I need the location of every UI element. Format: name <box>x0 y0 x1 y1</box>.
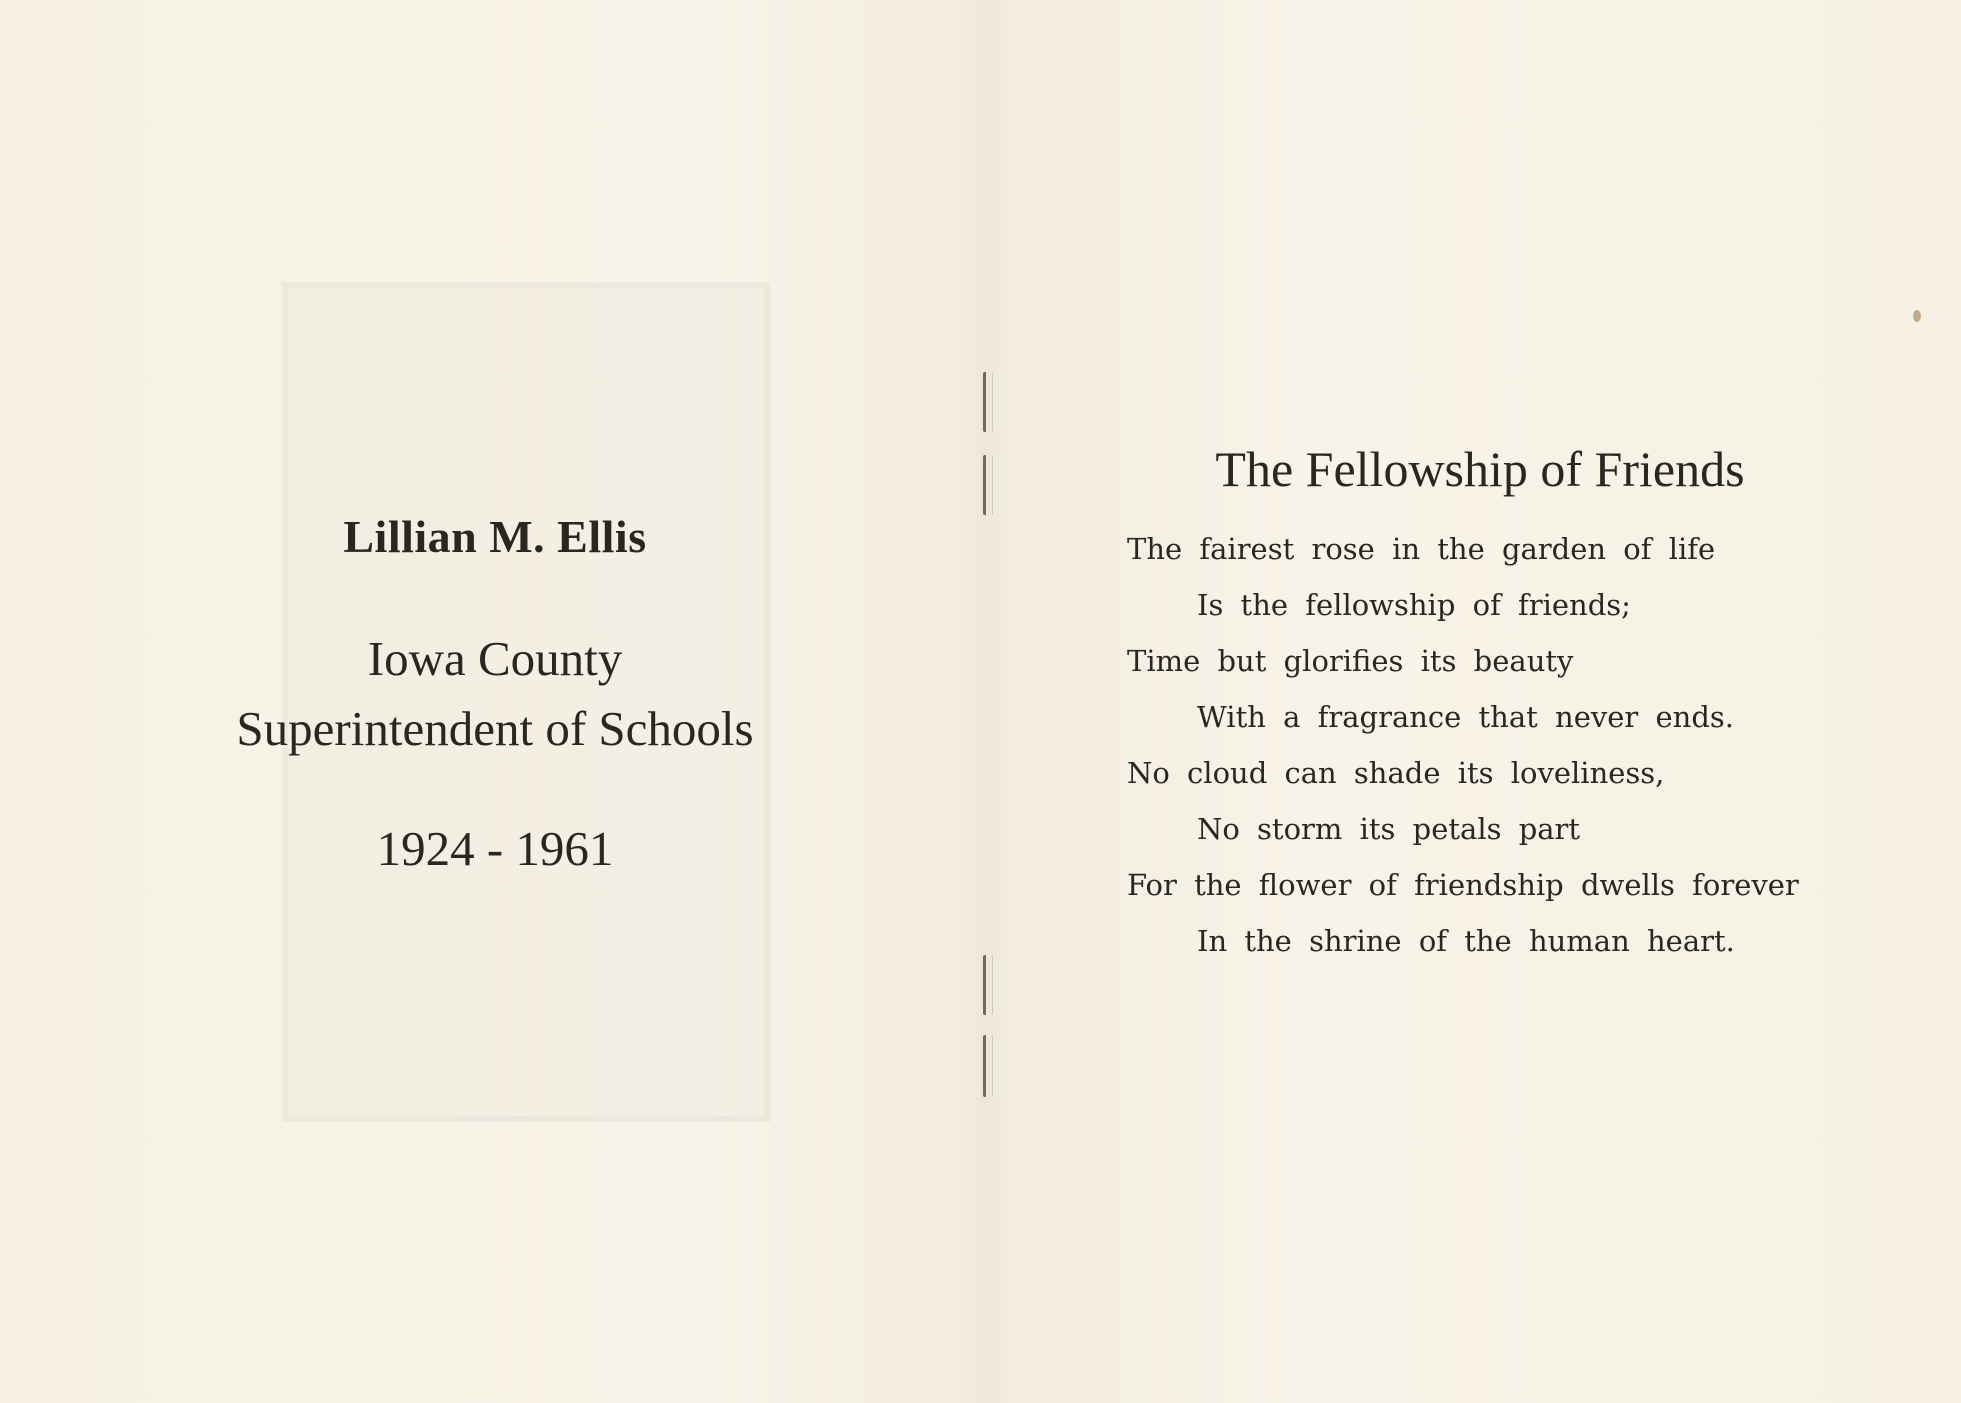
poem-line: No cloud can shade its loveliness, <box>1127 756 1665 790</box>
poem-line: For the flower of friendship dwells forever <box>1127 868 1799 902</box>
staple-top-upper <box>983 372 993 432</box>
role-title: Superintendent of Schools <box>236 701 754 756</box>
staple-bottom-upper <box>983 955 993 1015</box>
staple-top-lower <box>983 455 993 515</box>
honoree-name: Lillian M. Ellis <box>343 511 647 562</box>
paper-spot <box>1913 310 1921 322</box>
poem-line: Time but glorifies its beauty <box>1127 644 1574 678</box>
poem-line: Is the fellowship of friends; <box>1197 588 1631 622</box>
service-years: 1924 - 1961 <box>376 821 614 876</box>
county-name: Iowa County <box>367 631 623 686</box>
poem-line: With a fragrance that never ends. <box>1197 700 1734 734</box>
poem-title: The Fellowship of Friends <box>1215 441 1745 497</box>
poem-line: In the shrine of the human heart. <box>1197 924 1735 958</box>
poem-line: The fairest rose in the garden of life <box>1127 532 1716 566</box>
poem-line: No storm its petals part <box>1197 812 1581 846</box>
staple-bottom-lower <box>983 1035 993 1097</box>
